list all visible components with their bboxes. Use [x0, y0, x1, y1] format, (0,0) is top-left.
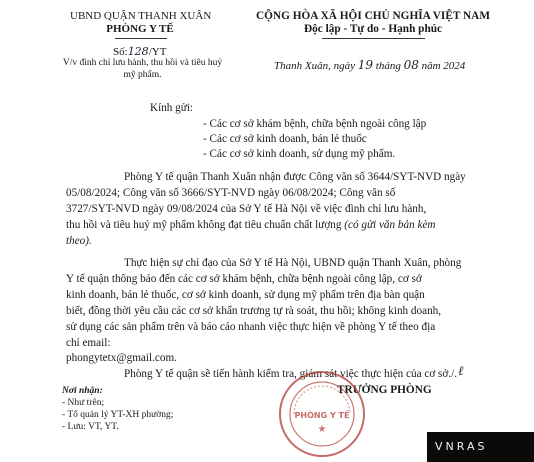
date-month: 08 [403, 58, 419, 72]
svg-text:★: ★ [317, 424, 327, 435]
issuing-org: UBND QUẬN THANH XUÂN [70, 10, 212, 22]
nation-motto: Độc lập - Tự do - Hạnh phúc [303, 23, 443, 35]
para2-line: Thực hiện sự chỉ đạo của Sở Y tế Hà Nội, UBND quận Thanh Xuân, phòng [124, 257, 462, 269]
para2-line: Y tế quận thông báo đến các cơ sở khám bệnh, chữa bệnh ngoài công lập, cơ sở [66, 273, 422, 285]
recipients-label: Kính gửi: [150, 102, 194, 114]
stamp-text: PHÒNG Y TẾ [294, 411, 350, 420]
dept-underline [115, 38, 167, 39]
footer-recipient-item: - Tổ quản lý YT-XH phường; [62, 410, 174, 420]
recipient-item: - Các cơ sở khám bệnh, chữa bệnh ngoài công lập [203, 118, 427, 130]
motto-underline [322, 38, 425, 39]
footer-recipient-item: - Lưu: VT, YT. [62, 422, 119, 432]
signature-title: TRƯỞNG PHÒNG [337, 384, 432, 396]
number-handwritten: 128 [127, 45, 149, 58]
para1-line: theo). [66, 235, 92, 247]
watermark-logo [427, 432, 534, 462]
para1-line: 3727/SYT-NVD ngày 09/08/2024 của Sở Y tế Hà Nội về việc đình chỉ lưu hành, [66, 203, 427, 215]
footer-recipient-item: - Như trên; [62, 398, 105, 408]
para1-line: Phòng Y tế quận Thanh Xuân nhận được Công văn số 3644/SYT-NVD ngày [124, 171, 466, 183]
para1-line: 05/08/2024; Công văn số 3666/SYT-NVD ngày 06/08/2024; Công văn số [66, 187, 396, 199]
issuing-dept: PHÒNG Y TẾ [106, 23, 174, 35]
date-day: 19 [357, 58, 374, 72]
date-line: Thanh Xuân, ngày 19 tháng 08 năm 2024 [274, 58, 466, 72]
para2-line: sử dụng các sản phẩm trên và báo cáo nhanh việc thực hiện về phòng Y tế theo địa [66, 321, 436, 333]
para2-line: kinh doanh, bán lẻ thuốc, cơ sở kinh doanh, sử dụng mỹ phẩm trên địa bàn quận [66, 289, 425, 301]
footer-recipients-label: Nơi nhận: [62, 386, 103, 396]
subject-line-1: V/v đình chỉ lưu hành, thu hồi và tiêu huỷ [62, 58, 223, 68]
para3: Phòng Y tế quận sẽ tiến hành kiểm tra, giám sát việc thực hiện của cơ sở./. [124, 368, 458, 380]
para1-line: thu hồi và tiêu huỷ mỹ phẩm không đạt tiêu chuẩn chất lượng (có gửi văn bản kèm [66, 219, 436, 231]
watermark-text: VNRAS [435, 440, 488, 453]
document-number: Số:128/YT [113, 45, 167, 58]
para2-line: biết, đồng thời yêu cầu các cơ sở khẩn trương tự rà soát, thu hồi; không kinh doanh, [66, 305, 442, 317]
subject-line-2: mỹ phẩm. [123, 70, 162, 80]
contact-email[interactable]: phongytetx@gmail.com. [66, 352, 177, 364]
initial-mark: ℓ [458, 364, 464, 379]
nation-title: CỘNG HÒA XÃ HỘI CHỦ NGHĨA VIỆT NAM [255, 10, 491, 22]
recipient-item: - Các cơ sở kinh doanh, sử dụng mỹ phẩm. [203, 148, 396, 160]
recipient-item: - Các cơ sở kinh doanh, bán lẻ thuốc [203, 133, 367, 145]
para2-line: chỉ email: [66, 337, 111, 349]
official-stamp [276, 368, 368, 460]
